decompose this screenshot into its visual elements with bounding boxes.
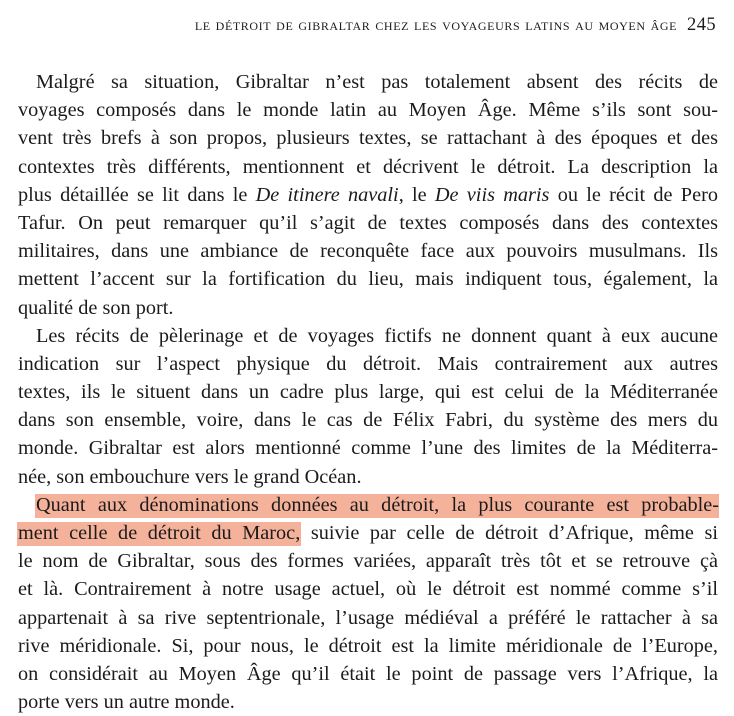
- text-line: le nom de Gibraltar, sous des formes variées, apparaît très tôt et se retrouve çà: [18, 550, 718, 573]
- paragraph-1: [18, 68, 718, 322]
- text-line: militaires, dans une ambiance de reconquête face aux pouvoirs musulmans. Ils: [18, 240, 718, 263]
- highlighted-text[interactable]: Quant aux dénominations données au détroit, la plus courante est probable-: [36, 493, 719, 516]
- text-line: Malgré sa situation, Gibraltar n’est pas totalement absent des récits de: [36, 71, 718, 93]
- text-line: [18, 181, 718, 209]
- text-line: contextes très différents, mentionnent et décrivent le détroit. La description la: [18, 155, 718, 178]
- text-segment: plus détaillée se lit dans le: [18, 183, 256, 206]
- body-text: [18, 68, 718, 716]
- text-segment: ou le récit de Pero: [549, 183, 718, 206]
- text-line: voyages composés dans le monde latin au Moyen Âge. Même s’ils sont sou-: [18, 99, 718, 122]
- page-number: 245: [687, 15, 716, 35]
- text-line: textes, ils le situent dans un cadre plus large, qui est celui de la Méditerranée: [18, 381, 718, 404]
- paragraph-3: [18, 491, 718, 716]
- highlighted-text[interactable]: ment celle de détroit du Maroc,: [18, 522, 301, 544]
- paragraph-2: [18, 322, 718, 491]
- text-line: [18, 491, 718, 519]
- text-line: on considérait au Moyen Âge qu’il était le point de passage vers l’Afrique, la: [18, 662, 718, 685]
- text-line: rive méridionale. Si, pour nous, le détroit est la limite méridionale de l’Europe,: [18, 634, 718, 657]
- italic-title-de-itinere-navali: De itinere navali: [255, 183, 399, 206]
- text-line: porte vers un autre monde.: [18, 691, 235, 714]
- text-line: Tafur. On peut remarquer qu’il s’agit de textes composés dans des contextes: [18, 211, 718, 234]
- text-segment: , le: [398, 183, 435, 206]
- text-line: et là. Contrairement à notre usage actuel, où le détroit est nommé comme s’il: [18, 578, 718, 601]
- text-segment: suivie par celle de détroit d’Afrique, même si: [300, 522, 718, 544]
- text-line: mettent l’accent sur la fortification du lieu, mais indiquent tous, également, la: [18, 268, 718, 291]
- text-line: monde. Gibraltar est alors mentionné comme l’une des limites de la Méditerra-: [18, 437, 718, 460]
- text-line: qualité de son port.: [18, 296, 174, 319]
- text-line: appartenait à sa rive septentrionale, l’usage médiéval a préféré le rattacher à sa: [18, 606, 718, 629]
- running-title: le détroit de gibraltar chez les voyageurs latins au moyen âge: [194, 14, 678, 34]
- text-line: Les récits de pèlerinage et de voyages fictifs ne donnent quant à eux aucune: [36, 324, 718, 347]
- running-header: [36, 14, 716, 38]
- text-line: indication sur l’aspect physique du détroit. Mais contrairement aux autres: [18, 352, 718, 375]
- italic-title-de-viis-maris: De viis maris: [434, 183, 550, 206]
- text-line: [18, 519, 718, 547]
- text-line: vent très brefs à son propos, plusieurs textes, se rattachant à des époques et des: [18, 127, 718, 150]
- text-line: dans son ensemble, voire, dans le cas de Félix Fabri, du système des mers du: [18, 409, 718, 432]
- text-line: née, son embouchure vers le grand Océan.: [18, 465, 362, 488]
